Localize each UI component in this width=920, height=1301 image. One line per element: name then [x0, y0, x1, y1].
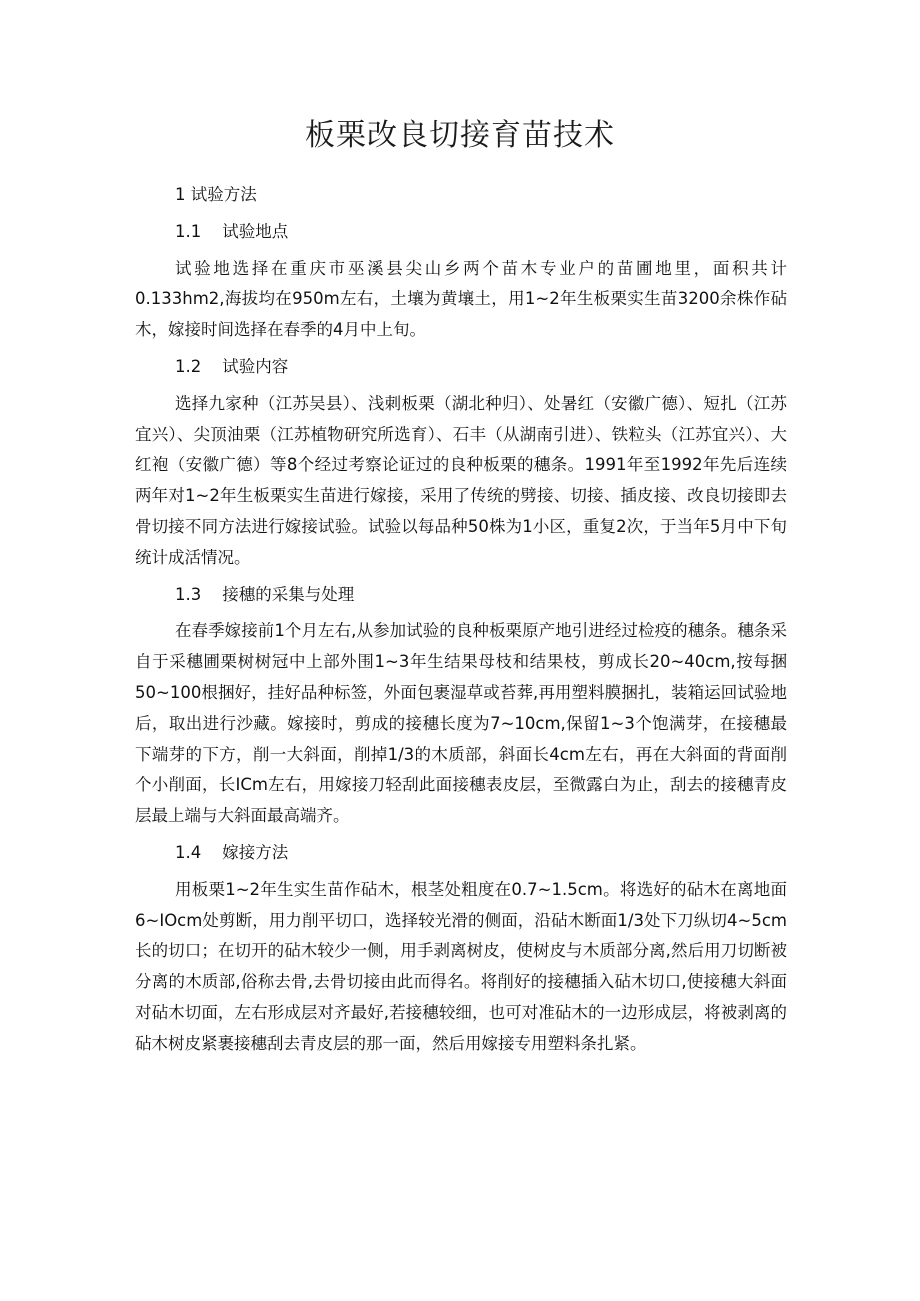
- body-paragraph: 选择九家种（江苏吴县）、浅刺板栗（湖北种归）、处暑红（安徽广德）、短扎（江苏宜兴）、尖顶油栗（江苏植物研究所选育）、石丰（从湖南引进）、铁粒头（江苏宜兴）、大红袍（安徽广德）等8个经过考察论证过的良种板栗的穗条。1991年至1992年先后连续两年对1~2年生板栗实生苗进行嫁接，采用了传统的劈接、切接、插皮接、改良切接即去骨切接不同方法进行嫁接试验。试验以每品种50株为1小区，重复2次，于当年5月中下旬统计成活情况。: [135, 393, 787, 567]
- body-paragraph: 用板栗1~2年生实生苗作砧木，根茎处粗度在0.7~1.5cm。将选好的砧木在离地面6~IOcm处剪断，用力削平切口，选择较光滑的侧面，沿砧木断面1/3处下刀纵切4~5cm长的切口；在切开的砧木较少一侧，用手剥离树皮，使树皮与木质部分离,然后用刀切断被分离的木质部,俗称去骨,去骨切接由此而得名。将削好的接穗插入砧木切口,使接穗大斜面对砧木切面，左右形成层对齐最好,若接穗较细，也可对准砧木的一边形成层，将被剥离的砧木树皮紧裹接穗刮去青皮层的那一面，然后用嫁接专用塑料条扎紧。: [135, 879, 787, 1053]
- section-heading: 1.2 试验内容: [175, 356, 289, 376]
- section-heading: 1.1 试验地点: [175, 221, 289, 241]
- body-paragraph: 在春季嫁接前1个月左右,从参加试验的良种板栗原产地引进经过检疫的穗条。穗条采自于采穗圃栗树树冠中上部外围1~3年生结果母枝和结果枝，剪成长20~40cm,按每捆50~100根捆好，挂好品种标签，外面包裹湿草或苔葬,再用塑料膜捆扎，装箱运回试验地后，取出进行沙藏。嫁接时，剪成的接穗长度为7~10cm,保留1~3个饱满芽，在接穗最下端芽的下方，削一大斜面，削掉1/3的木质部，斜面长4cm左右，再在大斜面的背面削个小削面，长ICm左右，用嫁接刀轻刮此面接穗表皮层，至微露白为止，刮去的接穗青皮层最上端与大斜面最高端齐。: [135, 621, 787, 826]
- section-heading: 1.3 接穗的采集与处理: [175, 584, 355, 604]
- section-heading: 1.4 嫁接方法: [175, 842, 289, 862]
- section-heading: 1 试验方法: [175, 185, 257, 204]
- document-title: 板栗改良切接育苗技术: [305, 118, 615, 153]
- body-paragraph: 试验地选择在重庆市巫溪县尖山乡两个苗木专业户的苗圃地里，面积共计0.133hm2,海拔均在950m左右，土壤为黄壤土，用1~2年生板栗实生苗3200余株作砧木，嫁接时间选择在春季的4月中上旬。: [135, 258, 787, 340]
- document-body: [135, 180, 787, 1066]
